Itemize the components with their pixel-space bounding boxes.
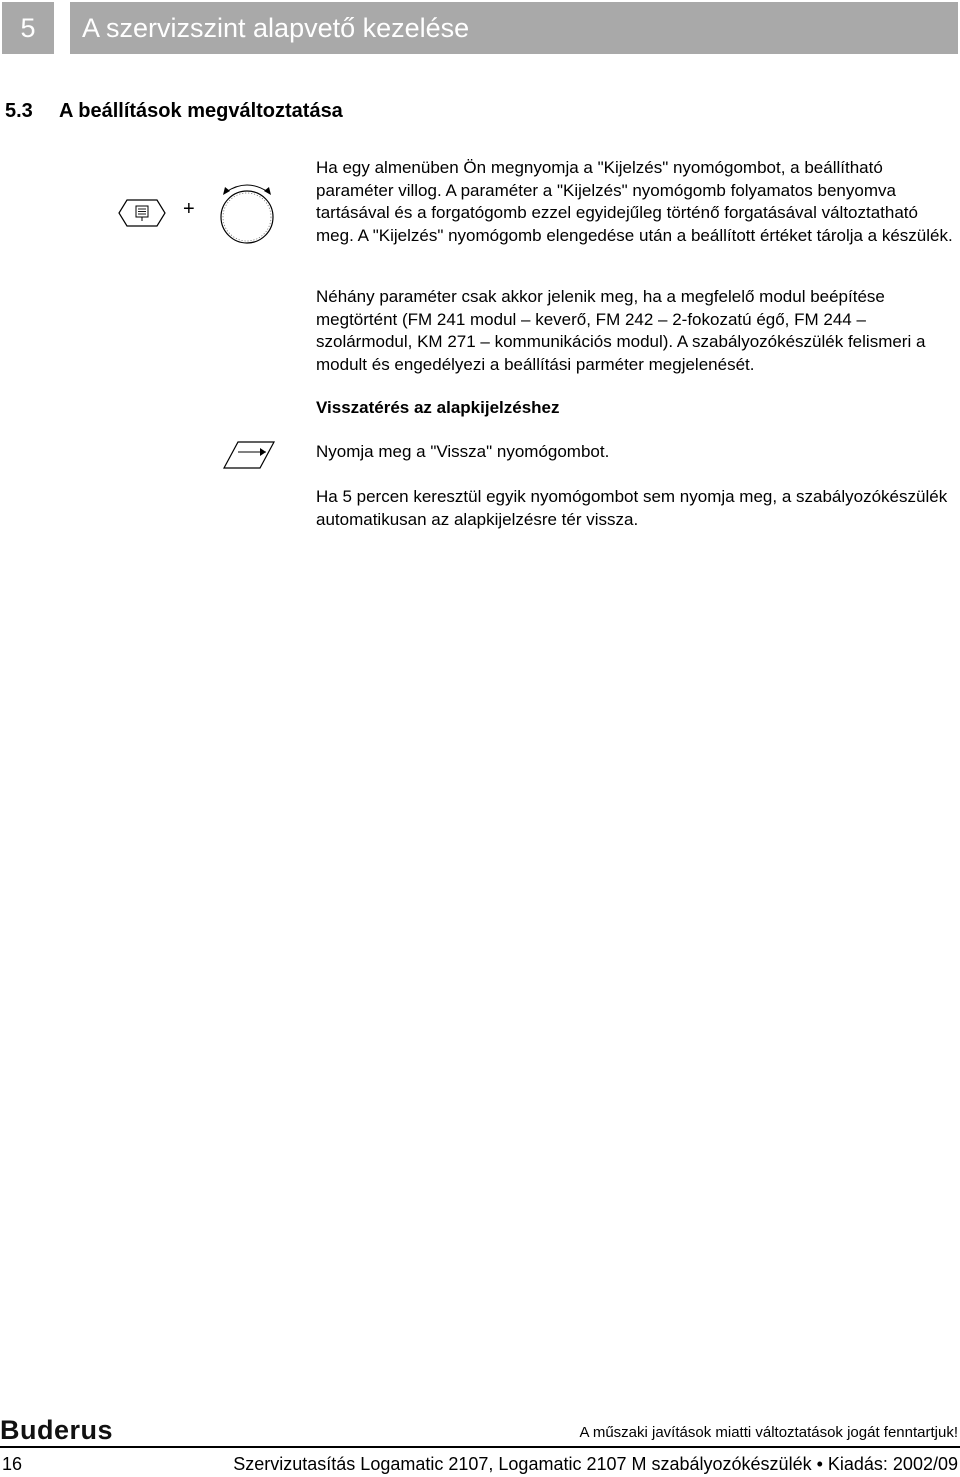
section-heading [5, 100, 343, 123]
page-number: 16 [2, 1454, 23, 1474]
plus-symbol: + [183, 198, 195, 220]
footer-note: A műszaki javítások miatti változtatások jogát fenntartjuk! [579, 1424, 958, 1441]
paragraph-timeout: Ha 5 percen keresztül egyik nyomógombot sem nyomja meg, a szabályozókészülék automatikusan az alapkijelzésre tér vissza. [316, 487, 948, 529]
buderus-logo: Buderus [0, 1415, 114, 1445]
section-number: 5.3 [5, 100, 33, 122]
subheading-return: Visszatérés az alapkijelzéshez [316, 398, 560, 417]
paragraph-module-parameters: Néhány paraméter csak akkor jelenik meg, ha a megfelelő modul beépítése megtörtént (FM 241 modul – keverő, FM 242 – 2-fokozatú égő, FM 244 – szolármodul, KM 271 – kommunikációs modul). A szabályozókészülék felismeri a modult és engedélyezi a beállítási parméter megjelenését. [316, 287, 926, 374]
rotary-knob-icon [214, 180, 280, 246]
footer-divider [0, 1446, 960, 1448]
document-info: Szervizutasítás Logamatic 2107, Logamatic 2107 M szabályozókészülék • Kiadás: 2002/09 [233, 1454, 958, 1474]
chapter-number: 5 [2, 2, 54, 54]
back-button-icon [222, 440, 276, 470]
chapter-title: A szervizszint alapvető kezelése [70, 2, 958, 54]
section-title: A beállítások megváltoztatása [59, 100, 343, 122]
display-button-icon [117, 198, 167, 228]
paragraph-press-back: Nyomja meg a "Vissza" nyomógombot. [316, 442, 610, 461]
paragraph-edit-parameter: Ha egy almenüben Ön megnyomja a "Kijelzés" nyomógombot, a beállítható paraméter villog. A paraméter a "Kijelzés" nyomógomb folyamatos benyomva tartásával és a forgatógomb ezzel egyidejűleg történő forgatásával változtatható meg. A "Kijelzés" nyomógomb elengedése után a beállított értéket tárolja a készülék. [316, 158, 953, 245]
